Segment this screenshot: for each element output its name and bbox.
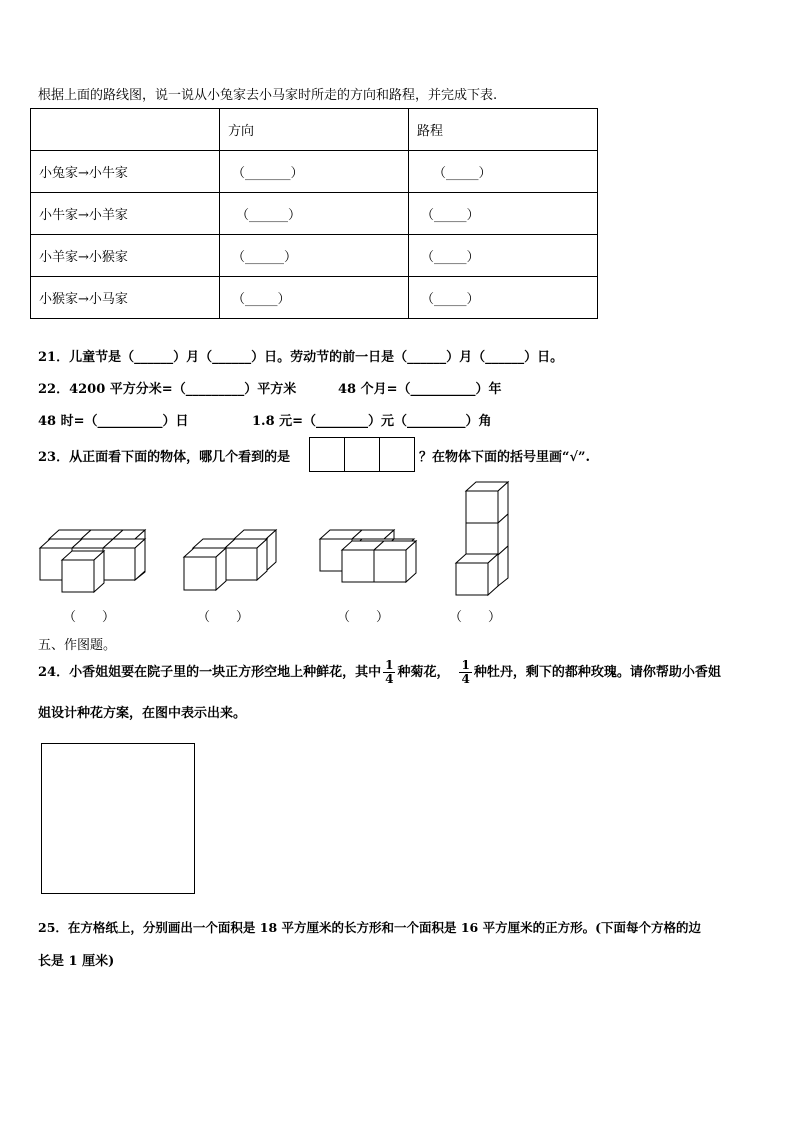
question-25-line-2: 长是 1 厘米) (38, 954, 115, 969)
cube-face (342, 550, 374, 582)
direction-cell[interactable]: （_______） (220, 151, 409, 193)
fraction-numerator: 1 (385, 658, 394, 672)
cube-figure-4 (456, 482, 508, 595)
answer-paren-4[interactable]: （ ） (449, 610, 502, 625)
question-22-part-c: 48 时=（__________）日 (38, 414, 189, 429)
cube-face (103, 548, 135, 580)
cube-face (374, 550, 406, 582)
answer-paren-2[interactable]: （ ） (197, 610, 250, 625)
question-22-part-d: 1.8 元=（________）元（_________）角 (252, 414, 492, 429)
answer-paren-1[interactable]: （ ） (63, 610, 116, 625)
distance-cell[interactable]: （_____） (409, 193, 598, 235)
fraction-one-quarter (459, 659, 471, 686)
q24-text-part-3: 种牡丹，剩下的都种玫瑰。请你帮助小香姐 (473, 665, 721, 680)
question-23-instruction: ？在物体下面的括号里画“√”. (419, 450, 591, 465)
cube-face (184, 557, 216, 590)
route-cell: 小猴家→小马家 (31, 277, 220, 319)
question-21: 21．儿童节是（______）月（______）日。劳动节的前一日是（______）月（______）日。 (38, 350, 564, 365)
cube-face (466, 523, 498, 555)
table-header-distance: 路程 (409, 109, 598, 151)
cube-face (225, 548, 257, 580)
table-header-direction: 方向 (220, 109, 409, 151)
distance-cell[interactable]: （_____） (409, 151, 598, 193)
question-24-line-1 (38, 656, 721, 690)
fraction-denominator: 4 (461, 672, 470, 686)
cube-figure-1 (40, 530, 145, 592)
route-cell: 小羊家→小猴家 (31, 235, 220, 277)
fraction-one-quarter (383, 659, 395, 686)
q24-text-part-1: 24．小香姐姐要在院子里的一块正方形空地上种鲜花，其中 (38, 665, 382, 680)
route-cell: 小兔家→小牛家 (31, 151, 220, 193)
q24-text-part-2: 种菊花， (397, 665, 450, 680)
question-22-part-a: 22．4200 平方分米=（_________）平方米 (38, 382, 297, 397)
intro-text: 根据上面的路线图，说一说从小兔家去小马家时所走的方向和路程，并完成下表. (38, 88, 498, 103)
question-25-line-1: 25．在方格纸上，分别画出一个面积是 18 平方厘米的长方形和一个面积是 16 平方厘米的正方形。(下面每个方格的边 (38, 920, 702, 935)
question-23-prompt: 23．从正面看下面的物体，哪几个看到的是 (38, 450, 291, 465)
question-22-part-b: 48 个月=（__________）年 (338, 382, 502, 397)
cube-face (62, 560, 94, 592)
direction-cell[interactable]: （______） (220, 193, 409, 235)
fraction-numerator: 1 (461, 658, 470, 672)
distance-cell[interactable]: （_____） (409, 235, 598, 277)
direction-cell[interactable]: （______） (220, 235, 409, 277)
route-cell: 小牛家→小羊家 (31, 193, 220, 235)
cube-face (466, 491, 498, 523)
cube-figure-3 (320, 530, 416, 582)
distance-cell[interactable]: （_____） (409, 277, 598, 319)
square-plot-drawing-area[interactable] (41, 743, 195, 894)
fraction-denominator: 4 (385, 672, 394, 686)
cube-figure-2 (184, 530, 276, 590)
section-5-heading: 五、作图题。 (38, 638, 117, 653)
answer-paren-3[interactable]: （ ） (337, 610, 390, 625)
question-24-line-2: 姐设计种花方案，在图中表示出来。 (38, 706, 247, 721)
direction-cell[interactable]: （_____） (220, 277, 409, 319)
cube-face (456, 563, 488, 595)
